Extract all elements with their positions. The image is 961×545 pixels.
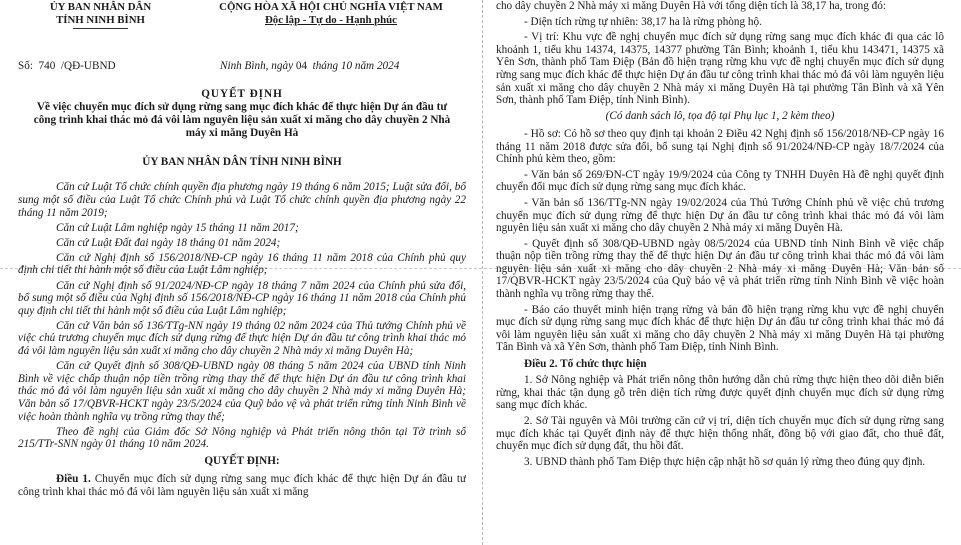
location-description: - Vị trí: Khu vực đề nghị chuyển mục đích sử dụng rừng sang mục đích khác đi qua các lô khoảnh 1, tiểu khu 14374, 14375, 14377 phường Tân Bình; khoảnh 1, tiểu khu 143471, 14375 xã Yên Sơn, thành phố Tam Điệp (Bản đồ hiện trạng rừng khu vực đề nghị chuyển mục đích sử dụng rừng sang mục đích khác để thực hiện Dự án đầu tư công trình khai thác mỏ đá vôi làm nguyên liệu sản xuất xi măng cho dây chuyền 2 Nhà máy xi măng Duyên Hà tại phường Tân Bình và xã Yên Sơn, thành phố Tam Điệp, tỉnh Ninh Bình). xyxy=(496,31,944,107)
country-name: CỘNG HÒA XÃ HỘI CHỦ NGHĨA VIỆT NAM xyxy=(219,1,443,13)
dossier-item: - Quyết định số 308/QĐ-UBND ngày 08/5/2024 của UBND tỉnh Ninh Bình về việc chấp thuận nộp tiền trồng rừng thay thế để thực hiện Dự án đầu tư công trình khai thác mỏ đá vôi làm nguyên liệu sản xuất xi măng cho dây chuyền 2 Nhà máy xi măng Duyên Hà; Văn bản số 17/QBVR-HCKT ngày 23/5/2024 của Quỹ bảo vệ và phát triển rừng tỉnh Ninh Bình về việc hoàn thành nghĩa vụ trồng rừng thay thế. xyxy=(496,237,944,301)
legal-basis: Căn cứ Quyết định số 308/QĐ-UBND ngày 08 tháng 5 năm 2024 của UBND tỉnh Ninh Bình về việc chấp thuận nộp tiền trồng rừng thay thế để thực hiện Dự án đầu tư công trình khai thác mỏ đá vôi làm nguyên liệu sản xuất xi măng cho dây chuyền 2 Nhà máy xi măng Duyên Hà; Văn bản số 17/QBVR-HCKT ngày 23/5/2024 của Quỹ bảo vệ và phát triển rừng tỉnh Ninh Bình về việc hoàn thành nghĩa vụ trồng rừng thay thế; xyxy=(18,360,466,423)
document-page-right xyxy=(496,0,944,545)
legal-basis: Căn cứ Nghị định số 156/2018/NĐ-CP ngày 16 tháng 11 năm 2018 của Chính phủ quy định chi tiết thi hành một số điều của Luật Lâm nghiệp; xyxy=(18,251,466,277)
national-motto: Độc lập - Tự do - Hạnh phúc xyxy=(265,13,397,26)
article-2-title: Điều 2. Tổ chức thực hiện xyxy=(524,358,647,371)
issuing-agency xyxy=(18,1,183,29)
dossier-description: - Hồ sơ: Có hồ sơ theo quy định tại khoản 2 Điều 42 Nghị định số 156/2018/NĐ-CP ngày 16 tháng 11 năm 2018 được sửa đổi, bổ sung tại Nghị định số 91/2024/NĐ-CP ngày 18/7/2024 của Chính phủ kèm theo, gồm: xyxy=(496,127,944,166)
article-2-item: 3. UBND thành phố Tam Điệp thực hiện cập nhật hồ sơ quản lý rừng theo đúng quy định. xyxy=(524,455,926,468)
dossier-item: - Văn bản số 269/ĐN-CT ngày 19/9/2024 của Công ty TNHH Duyên Hà đề nghị quyết định chuyển đổi mục đích sử dụng rừng sang mục đích khác. xyxy=(496,168,944,194)
document-number: Số: 740 /QĐ-UBND xyxy=(18,60,116,72)
national-title xyxy=(196,1,466,26)
decision-heading: QUYẾT ĐỊNH: xyxy=(204,454,280,467)
legal-basis: Căn cứ Nghị định số 91/2024/NĐ-CP ngày 18 tháng 7 năm 2024 của Chính phủ sửa đổi, bổ sung một số điều của Nghị định số 156/2018/NĐ-CP ngày 16 tháng 11 năm 2018 của Chính phủ quy định chi tiết thi hành một số điều của Luật Lâm nghiệp; xyxy=(18,279,466,317)
legal-basis: Căn cứ Văn bản số 136/TTg-NN ngày 19 tháng 02 năm 2024 của Thủ tướng Chính phủ về việc chủ trương chuyển mục đích sử dụng rừng để thực hiện Dự án đầu tư công trình khai thác mỏ đá vôi làm nguyên liệu sản xuất xi măng cho dây chuyền 2 Nhà máy xi măng Duyên Hà; xyxy=(18,319,466,358)
forest-area: - Diện tích rừng tự nhiên: 38,17 ha là rừng phòng hộ. xyxy=(524,15,762,28)
article-1-label: Điều 1. xyxy=(56,472,91,485)
document-date: Ninh Bình, ngày 04 tháng 10 năm 2024 xyxy=(220,60,400,72)
appendix-note: (Có danh sách lô, tọa độ tại Phụ lục 1, 2 kèm theo) xyxy=(605,109,835,122)
document-number-line xyxy=(18,60,466,78)
article-1 xyxy=(18,473,466,499)
document-header xyxy=(18,0,466,46)
document-page-left xyxy=(18,0,466,545)
dossier-item: - Báo cáo thuyết minh hiện trạng rừng và bản đồ hiện trạng rừng khu vực đề nghị chuyển mục đích sử dụng rừng sang mục đích khác để thực hiện Dự án đầu tư công trình khai thác mỏ đá vôi làm nguyên liệu sản xuất xi măng cho dây chuyền 2 Nhà máy xi măng Duyên Hà tại phường Tân Bình và xã Yên Sơn, thành phố Tam Điệp, tỉnh Ninh Bình. xyxy=(496,303,944,354)
article-2-item: 2. Sở Tài nguyên và Môi trường căn cứ vị trí, diện tích chuyển mục đích sử dụng rừng sang mục đích khác tại Quyết định này để thực hiện thống nhất, đồng bộ với giao đất, cho thuê đất, chuyển mục đích sử dụng đất, thu hồi đất. xyxy=(496,415,944,453)
legal-basis: Căn cứ Luật Tổ chức chính quyền địa phương ngày 19 tháng 6 năm 2015; Luật sửa đổi, bổ sung một số điều của Luật Tổ chức Chính phủ và Luật Tổ chức chính quyền địa phương ngày 22 tháng 11 năm 2019; xyxy=(18,181,466,219)
dossier-item: - Văn bản số 136/TTg-NN ngày 19/02/2024 của Thủ Tướng Chính phủ về việc chủ trương chuyển mục đích sử dụng rừng để thực hiện Dự án đầu tư công trình khai thác mỏ đá vôi làm nguyên liệu sản xuất xi măng cho dây chuyền 2 Nhà máy xi măng Duyên Hà. xyxy=(496,196,944,235)
page-divider-vertical xyxy=(482,0,483,545)
document-subject: Về việc chuyển mục đích sử dụng rừng sang mục đích khác để thực hiện Dự án đầu tư công trình khai thác mỏ đá vôi làm nguyên liệu sản xuất xi măng cho dây chuyền 2 Nhà máy xi măng Duyên Hà xyxy=(33,101,451,140)
article-1-continuation: cho dây chuyền 2 Nhà máy xi măng Duyên Hà với tổng diện tích là 38,17 ha, trong đó: xyxy=(496,0,886,12)
issuer-heading: ỦY BAN NHÂN DÂN TỈNH NINH BÌNH xyxy=(142,156,342,169)
article-1-text: Chuyển mục đích sử dụng rừng sang mục đích khác để thực hiện Dự án đầu tư công trình khai thác mỏ đá vôi làm nguyên liệu sản xuất xi măng xyxy=(18,472,466,498)
legal-basis: Căn cứ Luật Lâm nghiệp ngày 15 tháng 11 năm 2017; xyxy=(56,221,299,234)
document-title: QUYẾT ĐỊNH xyxy=(201,88,283,100)
legal-basis: Căn cứ Luật Đất đai ngày 18 tháng 01 năm 2024; xyxy=(56,236,281,249)
agency-line-2: TỈNH NINH BÌNH xyxy=(56,13,145,26)
agency-underline xyxy=(73,28,128,29)
agency-line-1: ỦY BAN NHÂN DÂN xyxy=(49,1,152,13)
legal-basis: Theo đề nghị của Giám đốc Sở Nông nghiệp và Phát triển nông thôn tại Tờ trình số 215/TTr-SNN ngày 01 tháng 10 năm 2024. xyxy=(18,425,466,451)
article-2-item: 1. Sở Nông nghiệp và Phát triển nông thôn hướng dẫn chủ rừng thực hiện theo dõi diễn biến rừng, khai thác tận dụng gỗ trên diện tích rừng được quyết định chuyển mục đích sử dụng rừng sang mục đích khác. xyxy=(496,374,944,412)
